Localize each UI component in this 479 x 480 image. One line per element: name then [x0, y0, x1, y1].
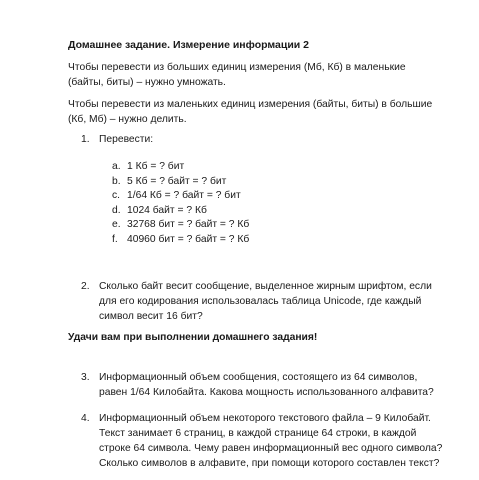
item-letter: f. — [112, 233, 118, 245]
item-letter: b. — [112, 175, 121, 187]
question-line: Информационный объем некоторого текстового файла – 9 Килобайт. — [99, 413, 431, 424]
conversion-list — [112, 159, 412, 246]
list-item — [112, 159, 412, 174]
list-item — [112, 174, 412, 189]
item-letter: a. — [112, 161, 121, 172]
question-number: 2. — [81, 281, 90, 292]
item-text: 1024 байт = ? Кб — [127, 204, 207, 216]
question-line: Сколько байт весит сообщение, выделенное жирным шрифтом, если — [99, 281, 432, 292]
rule-divide — [68, 97, 468, 127]
list-item — [112, 188, 412, 203]
question-label: Перевести: — [99, 134, 154, 145]
rule-multiply — [68, 60, 468, 90]
list-item — [112, 232, 412, 247]
list-item — [112, 203, 412, 218]
question-line: Сколько символов в алфавите, при помощи которого составлен текст? — [99, 458, 440, 469]
rule-divide-line: (Кб, Мб) – нужно делить. — [68, 114, 187, 125]
rule-multiply-line: Чтобы перевести из больших единиц измерения (Мб, Кб) в маленькие — [68, 62, 406, 73]
rule-divide-line: Чтобы перевести из маленьких единиц измерения (байты, биты) в большие — [68, 99, 433, 110]
item-text: 5 Кб = ? байт = ? бит — [127, 175, 227, 187]
question-line: для его кодирования использовалась таблица Unicode, где каждый — [99, 296, 422, 307]
list-item — [112, 217, 412, 232]
item-text: 1 Кб = ? бит — [127, 161, 185, 172]
question-line: строке 64 символа. Чему равен информационный вес одного символа? — [99, 443, 443, 454]
question-line: символ весит 16 бит? — [99, 311, 203, 322]
item-text: 40960 бит = ? байт = ? Кб — [127, 233, 250, 245]
good-luck-note: Удачи вам при выполнении домашнего задания! — [68, 332, 318, 343]
question-number: 4. — [81, 413, 90, 424]
page-title: Домашнее задание. Измерение информации 2 — [68, 39, 309, 51]
item-text: 1/64 Кб = ? байт = ? бит — [127, 190, 241, 201]
question-text — [99, 370, 469, 400]
question-line: Текст занимает 6 страниц, в каждой странице 64 строки, в каждой — [99, 428, 417, 439]
item-letter: e. — [112, 219, 121, 230]
question-line: Информационный объем сообщения, состоящего из 64 символов, — [99, 372, 418, 383]
rule-multiply-line: (байты, биты) – нужно умножать. — [68, 77, 226, 88]
question-line: равен 1/64 Килобайта. Какова мощность использованного алфавита? — [99, 387, 434, 398]
item-letter: c. — [112, 190, 121, 201]
question-number: 1. — [81, 134, 90, 145]
question-text — [99, 411, 469, 471]
question-number: 3. — [81, 372, 90, 383]
question-text — [99, 279, 469, 324]
item-letter: d. — [112, 204, 121, 216]
item-text: 32768 бит = ? байт = ? Кб — [127, 219, 250, 230]
